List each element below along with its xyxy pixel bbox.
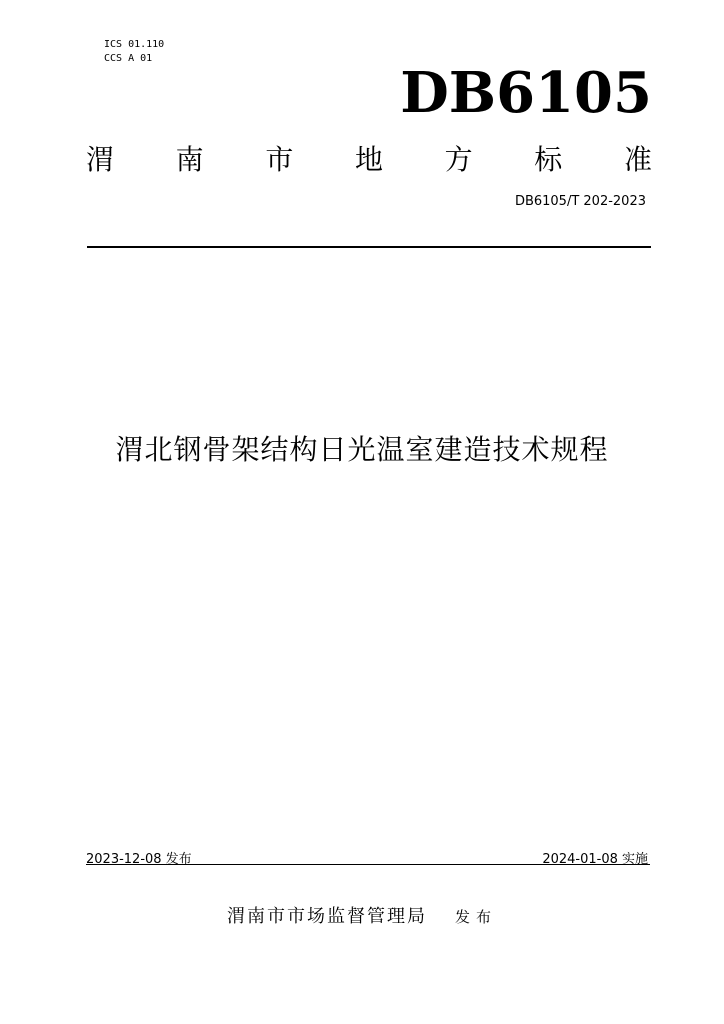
- issue-word: 发布: [454, 908, 497, 926]
- standard-type-char: 市: [265, 143, 294, 176]
- document-title: 渭北钢骨架结构日光温室建造技术规程: [115, 433, 609, 466]
- classification-codes: [104, 38, 164, 66]
- standard-type-char: 渭: [86, 143, 115, 176]
- ics-code: ICS 01.110: [104, 39, 165, 50]
- standard-code: DB6105: [400, 60, 652, 126]
- ccs-code: CCS A 01: [104, 53, 153, 64]
- standard-type-char: 标: [534, 143, 563, 176]
- issue-date: 2023-12-08 发布: [86, 852, 192, 867]
- standard-type-char: 方: [444, 143, 473, 176]
- footer-divider: [86, 864, 650, 865]
- standard-number: DB6105/T 202-2023: [514, 194, 646, 209]
- implementation-date: 2024-01-08 实施: [542, 852, 648, 867]
- issuing-authority: 渭南市市场监督管理局: [226, 906, 427, 927]
- header-divider: [87, 246, 651, 248]
- standard-type: [86, 138, 652, 178]
- standard-type-char: 南: [175, 143, 204, 176]
- standard-type-char: 准: [623, 143, 652, 176]
- standard-type-char: 地: [354, 143, 383, 176]
- issuer-line: [0, 902, 724, 928]
